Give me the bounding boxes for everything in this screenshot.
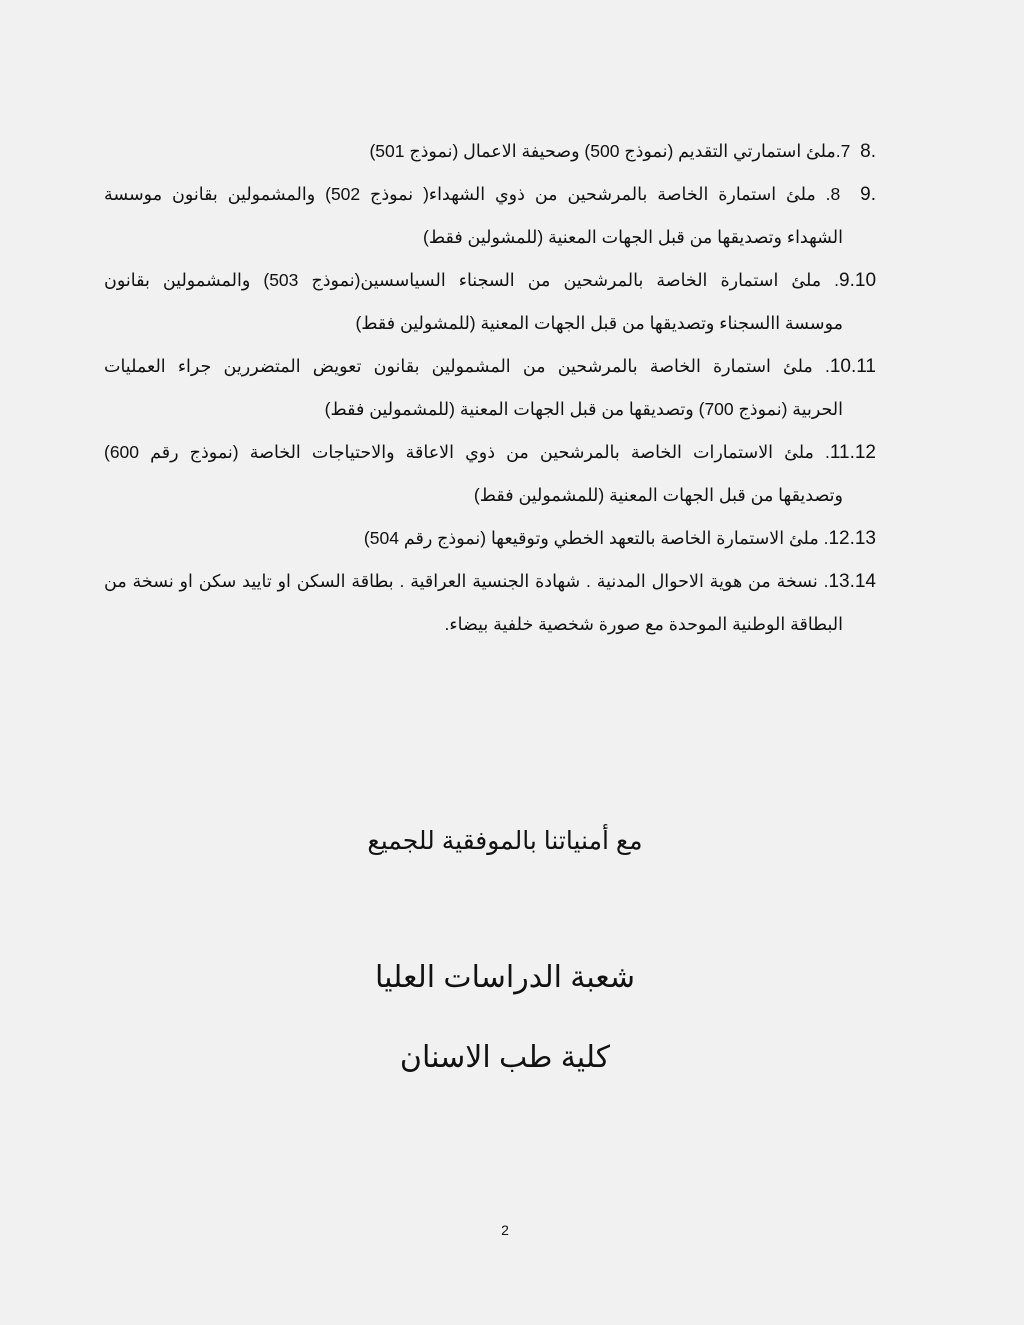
list-item-number: 10.11 (829, 356, 876, 377)
list-item-number: 13.14 (828, 571, 876, 592)
list-item-line (104, 259, 876, 302)
list-item-line (104, 130, 876, 173)
closing-wishes: مع أمنياتنا بالموفقية للجميع (367, 827, 643, 855)
college-name: كلية طب الاسنان (399, 1041, 611, 1074)
department-name: شعبة الدراسات العليا (374, 961, 636, 994)
list-item (104, 259, 876, 345)
list-item-continuation: موسسة االسجناء وتصديقها من قبل الجهات المعنية (للمشولين فقط) (355, 313, 843, 333)
list-item-text: . ملئ استمارة الخاصة بالمرشحين من السجناء السياسسين(نموذج 503) والمشمولين بقانون (104, 270, 840, 290)
list-item-text: . نسخة من هوية الاحوال المدنية . شهادة الجنسية العراقية . بطاقة السكن او تاييد سكن او نسخة من (104, 571, 829, 591)
list-item (104, 130, 876, 173)
list-item-continuation: البطاقة الوطنية الموحدة مع صورة شخصية خلفية بيضاء. (444, 614, 843, 634)
list-item-number: 11.12 (829, 442, 876, 463)
list-item-line (104, 345, 876, 388)
list-item-text: 8. ملئ استمارة الخاصة بالمرشحين من ذوي الشهداء( نموذج 502) والمشمولين بقانون موسسة (104, 184, 841, 204)
list-item-line (104, 173, 876, 216)
list-item-line (104, 560, 876, 603)
list-item-number: 9.10 (839, 270, 876, 291)
list-item-line (104, 431, 876, 474)
list-item-line (104, 517, 876, 560)
list-item (104, 345, 876, 431)
list-item-number: 9. (860, 184, 876, 205)
list-item (104, 431, 876, 517)
list-item-number: 12.13 (828, 528, 876, 549)
list-item (104, 173, 876, 259)
page-number: 2 (501, 1222, 509, 1238)
list-item-number: 8. (860, 141, 876, 162)
list-item-text: 7.ملئ استمارتي التقديم (نموذج 500) وصحيفة الاعمال (نموذج 501) (369, 141, 851, 161)
list-item-text: . ملئ الاستمارات الخاصة بالمرشحين من ذوي الاعاقة والاحتياجات الخاصة (نموذج رقم 600) (104, 442, 830, 462)
list-item-text: . ملئ الاستمارة الخاصة بالتعهد الخطي وتوقيعها (نموذج رقم 504) (363, 528, 829, 548)
list-item-text: . ملئ استمارة الخاصة بالمرشحين من المشمولين بقانون تعويض المتضررين جراء العمليات (104, 356, 830, 376)
list-item (104, 560, 876, 646)
list-item-continuation: الشهداء وتصديقها من قبل الجهات المعنية (للمشولين فقط) (423, 227, 843, 247)
requirements-list (104, 130, 876, 646)
list-item-continuation: وتصديقها من قبل الجهات المعنية (للمشمولين فقط) (473, 485, 843, 505)
list-item (104, 517, 876, 560)
list-item-continuation: الحربية (نموذج 700) وتصديقها من قبل الجهات المعنية (للمشمولين فقط) (324, 399, 843, 419)
